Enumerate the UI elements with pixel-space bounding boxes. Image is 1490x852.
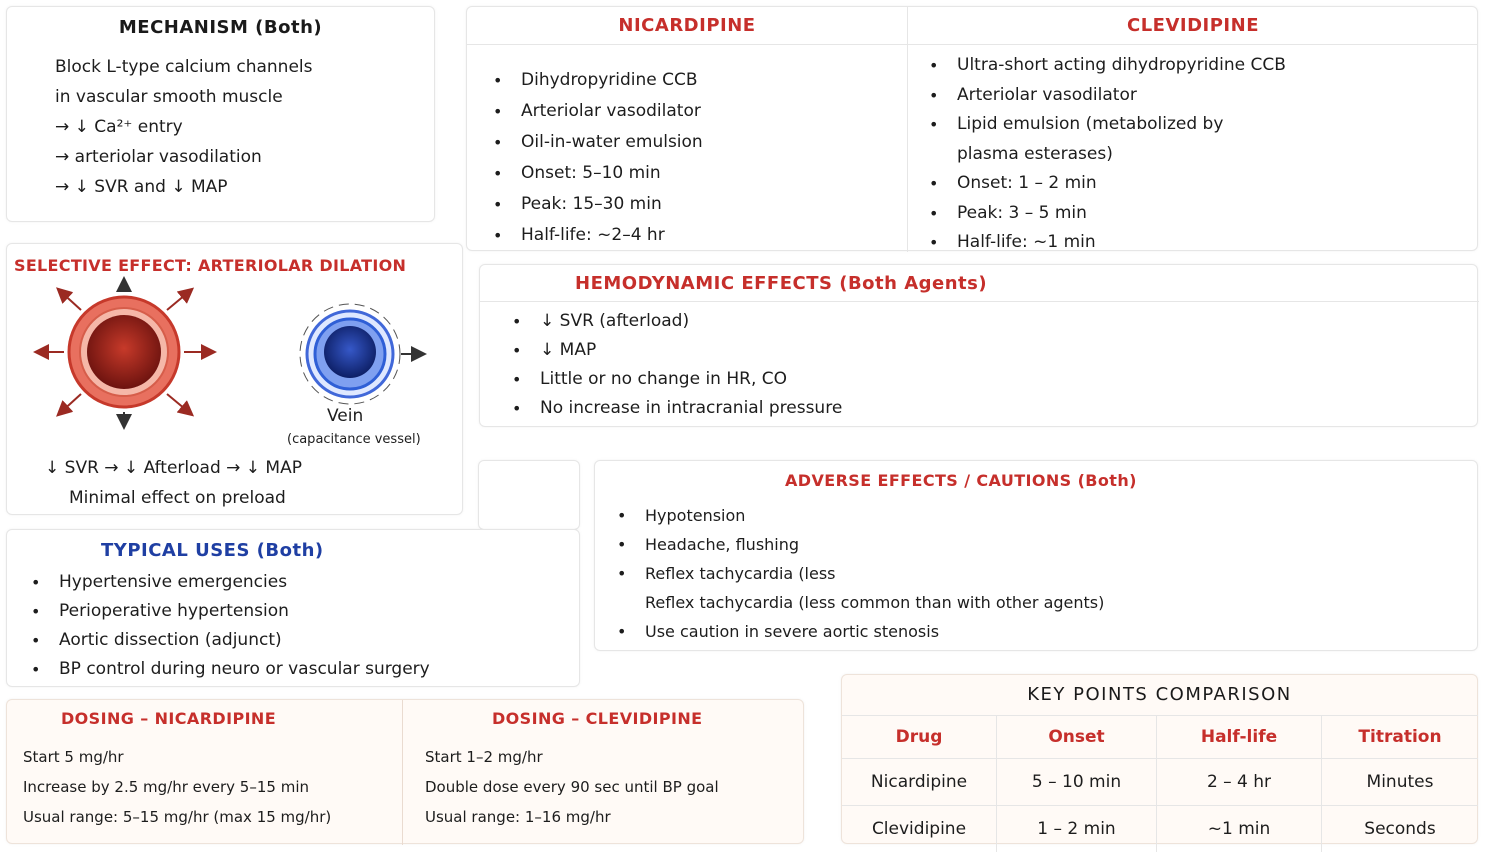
adverse-item: • Hypotension: [615, 501, 1104, 530]
uses-item: • BP control during neuro or vascular surgery: [29, 655, 430, 684]
selective-title: SELECTIVE EFFECT: ARTERIOLAR DILATION: [14, 256, 406, 275]
artery-icon: [37, 280, 213, 426]
clevidipine-title: CLEVIDIPINE: [908, 15, 1478, 36]
table-header-row: [842, 716, 1478, 759]
nicardipine-title: NICARDIPINE: [467, 15, 907, 36]
dosing-clevidipine-title: DOSING – CLEVIDIPINE: [492, 709, 702, 728]
adverse-item: • Headache, flushing: [615, 530, 1104, 559]
table-cell: 1 – 2 min: [997, 806, 1157, 852]
uses-item: • Hypertensive emergencies: [29, 568, 430, 597]
mechanism-line: → ↓ SVR and ↓ MAP: [55, 177, 228, 197]
uses-item: • Perioperative hypertension: [29, 597, 430, 626]
table-cell: Minutes: [1322, 759, 1479, 806]
clevidipine-list: [927, 51, 1286, 258]
key-points-panel: [841, 674, 1478, 844]
clevidipine-item: • Lipid emulsion (metabolized by: [927, 110, 1286, 140]
dosing-clevidipine-line: Usual range: 1–16 mg/hr: [425, 808, 611, 826]
table-header: Half-life: [1157, 716, 1322, 759]
nicardipine-item: • Onset: 5–10 min: [491, 158, 703, 189]
vein-icon: [300, 304, 423, 404]
adverse-item: • Reflex tachycardia (less: [615, 559, 1104, 588]
adverse-panel: [594, 460, 1478, 651]
nicardipine-item: • Peak: 15–30 min: [491, 189, 703, 220]
spacer-panel: [478, 460, 580, 530]
drug-comparison-panel: [466, 6, 1478, 251]
hemodynamic-item: • ↓ MAP: [510, 336, 842, 365]
table-header: Titration: [1322, 716, 1479, 759]
uses-list: [29, 568, 430, 684]
table-row: [842, 759, 1478, 806]
uses-panel: [6, 529, 580, 687]
adverse-list: [615, 501, 1104, 646]
dosing-nicardipine-line: Increase by 2.5 mg/hr every 5–15 min: [23, 778, 309, 796]
clevidipine-item: • Half-life: ~1 min: [927, 228, 1286, 258]
nicardipine-item: • Arteriolar vasodilator: [491, 96, 703, 127]
nicardipine-item: • Half-life: ~2–4 hr: [491, 220, 703, 251]
clevidipine-item: • Onset: 1 – 2 min: [927, 169, 1286, 199]
nicardipine-item: • Dihydropyridine CCB: [491, 65, 703, 96]
nicardipine-list: [491, 65, 703, 251]
adverse-title: ADVERSE EFFECTS / CAUTIONS (Both): [785, 471, 1137, 490]
adverse-item: • Use caution in severe aortic stenosis: [615, 617, 1104, 646]
table-cell: Clevidipine: [842, 806, 997, 852]
table-cell: 2 – 4 hr: [1157, 759, 1322, 806]
table-cell: 5 – 10 min: [997, 759, 1157, 806]
dosing-nicardipine-line: Usual range: 5–15 mg/hr (max 15 mg/hr): [23, 808, 331, 826]
table-row: [842, 806, 1478, 852]
nicardipine-item: • Oil-in-water emulsion: [491, 127, 703, 158]
mechanism-panel: [6, 6, 435, 222]
hemodynamic-item: • Little or no change in HR, CO: [510, 365, 842, 394]
table-cell: Seconds: [1322, 806, 1479, 852]
hemodynamic-item: • ↓ SVR (afterload): [510, 307, 842, 336]
table-cell: ~1 min: [1157, 806, 1322, 852]
adverse-item: Reflex tachycardia (less common than with other agents): [615, 588, 1104, 617]
hemodynamic-panel: [479, 264, 1478, 427]
mechanism-line: → arteriolar vasodilation: [55, 147, 262, 167]
uses-item: • Aortic dissection (adjunct): [29, 626, 430, 655]
dosing-panel: [6, 699, 804, 844]
dosing-nicardipine-line: Start 5 mg/hr: [23, 748, 124, 766]
clevidipine-item: • Arteriolar vasodilator: [927, 81, 1286, 111]
dosing-clevidipine-line: Start 1–2 mg/hr: [425, 748, 543, 766]
clevidipine-item: • Ultra-short acting dihydropyridine CCB: [927, 51, 1286, 81]
dosing-nicardipine-title: DOSING – NICARDIPINE: [61, 709, 276, 728]
dosing-clevidipine-line: Double dose every 90 sec until BP goal: [425, 778, 719, 796]
vein-sublabel: (capacitance vessel): [287, 432, 421, 447]
table-header: Onset: [997, 716, 1157, 759]
mechanism-line: Block L-type calcium channels: [55, 57, 313, 77]
mechanism-line: → ↓ Ca²⁺ entry: [55, 117, 183, 137]
table-cell: Nicardipine: [842, 759, 997, 806]
table-header: Drug: [842, 716, 997, 759]
key-points-title: KEY POINTS COMPARISON: [842, 684, 1477, 705]
selective-chain: ↓ SVR → ↓ Afterload → ↓ MAP: [45, 458, 302, 478]
selective-note: Minimal effect on preload: [69, 488, 286, 508]
vein-label: Vein: [327, 406, 363, 426]
hemodynamic-title: HEMODYNAMIC EFFECTS (Both Agents): [575, 273, 987, 294]
mechanism-title: MECHANISM (Both): [7, 17, 434, 38]
mechanism-line: in vascular smooth muscle: [55, 87, 283, 107]
hemodynamic-item: • No increase in intracranial pressure: [510, 394, 842, 423]
clevidipine-item: plasma esterases): [927, 140, 1286, 170]
clevidipine-item: • Peak: 3 – 5 min: [927, 199, 1286, 229]
uses-title: TYPICAL USES (Both): [101, 540, 324, 561]
hemodynamic-list: [510, 307, 842, 423]
selective-effect-panel: [6, 243, 463, 515]
key-points-table: [842, 715, 1478, 852]
